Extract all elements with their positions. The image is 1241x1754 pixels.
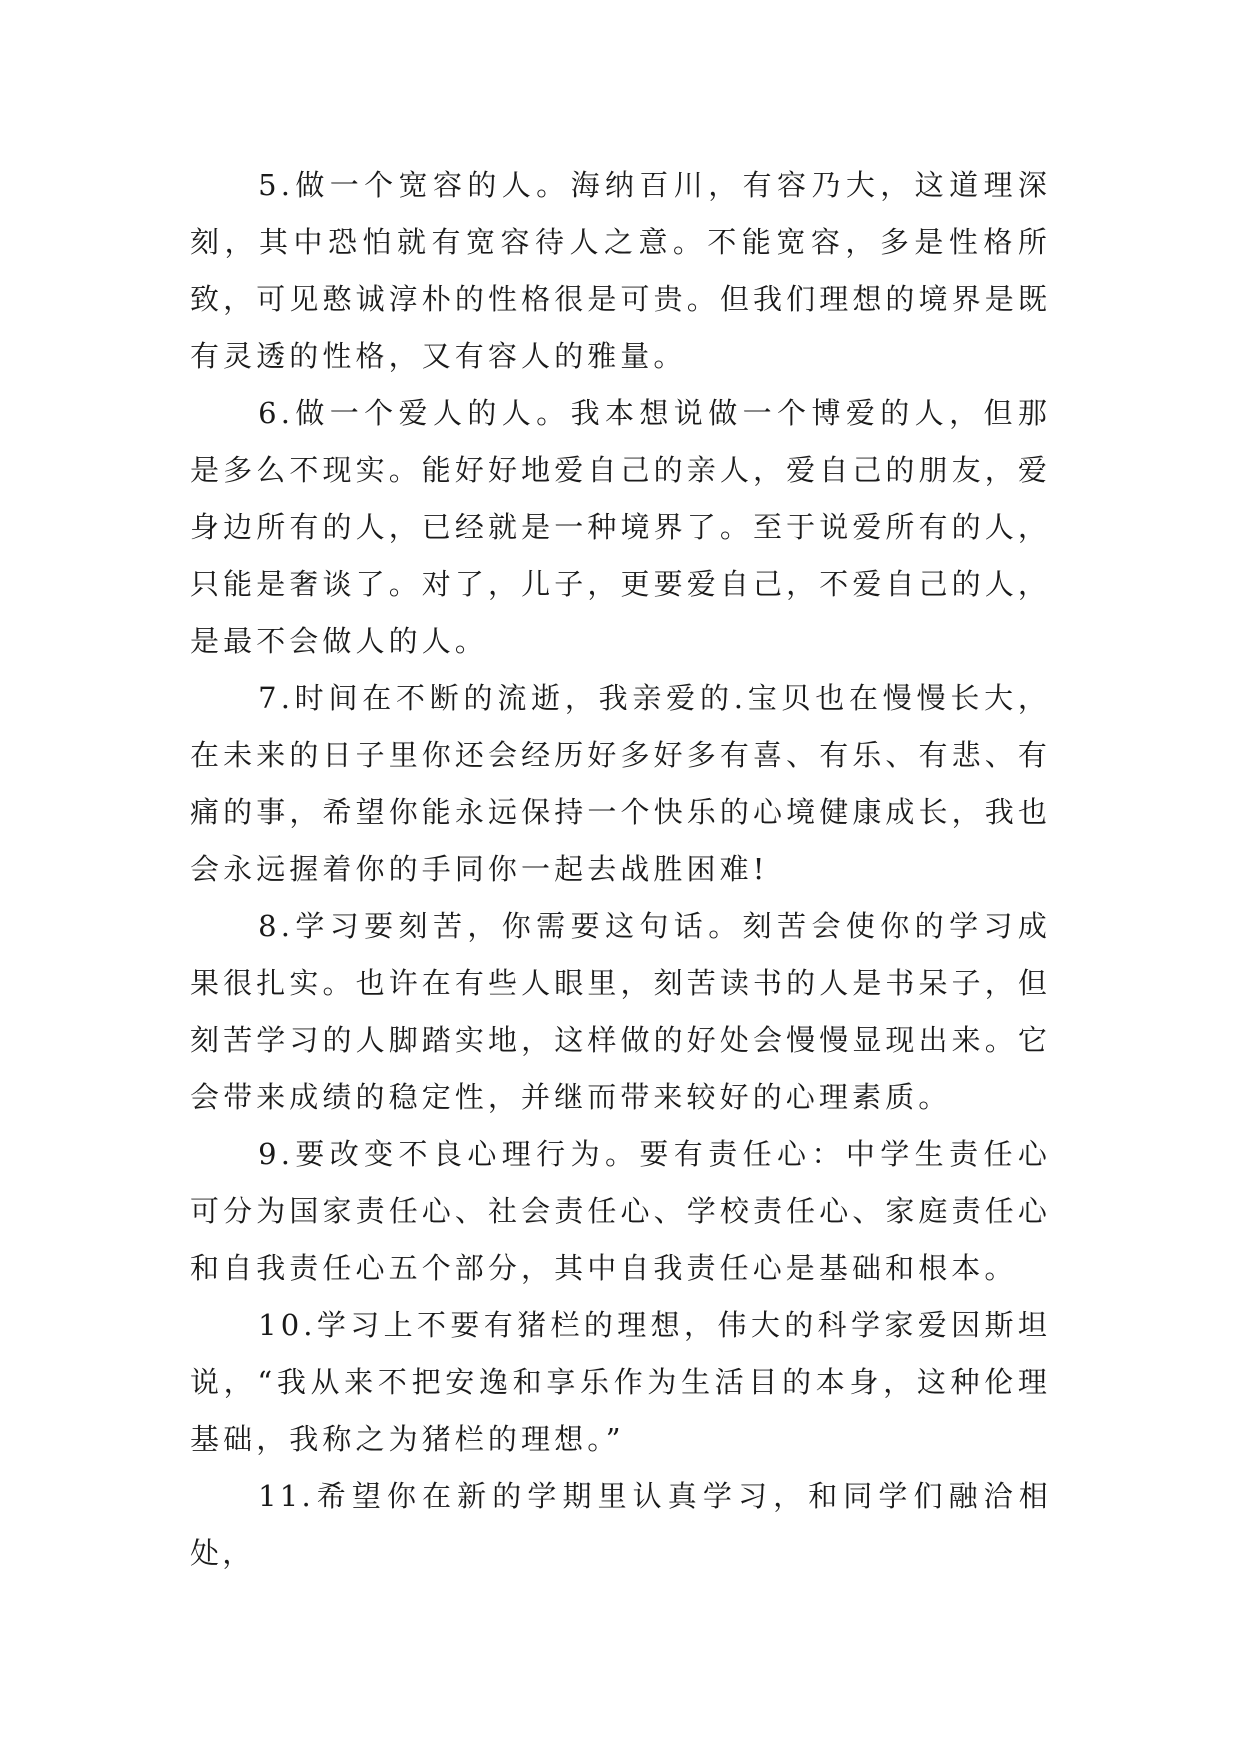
paragraph-7: 7.时间在不断的流逝，我亲爱的.宝贝也在慢慢长大，在未来的日子里你还会经历好多好多有喜、有乐、有悲、有痛的事，希望你能永远保持一个快乐的心境健康成长，我也会永远握着你的手同你一起去战胜困难! bbox=[190, 681, 1051, 886]
document-body bbox=[190, 157, 1051, 1582]
paragraph-8: 8.学习要刻苦，你需要这句话。刻苦会使你的学习成果很扎实。也许在有些人眼里，刻苦读书的人是书呆子，但刻苦学习的人脚踏实地，这样做的好处会慢慢显现出来。它会带来成绩的稳定性，并继而带来较好的心理素质。 bbox=[190, 909, 1051, 1114]
paragraph-5: 5.做一个宽容的人。海纳百川，有容乃大，这道理深刻，其中恐怕就有宽容待人之意。不能宽容，多是性格所致，可见憨诚淳朴的性格很是可贵。但我们理想的境界是既有灵透的性格，又有容人的雅量。 bbox=[190, 168, 1051, 373]
paragraph-9: 9.要改变不良心理行为。要有责任心：中学生责任心可分为国家责任心、社会责任心、学校责任心、家庭责任心和自我责任心五个部分，其中自我责任心是基础和根本。 bbox=[190, 1137, 1051, 1285]
paragraph-11: 11.希望你在新的学期里认真学习，和同学们融洽相处， bbox=[190, 1479, 1051, 1570]
paragraph-10: 10.学习上不要有猪栏的理想，伟大的科学家爱因斯坦说，“我从来不把安逸和享乐作为生活目的本身，这种伦理基础，我称之为猪栏的理想。” bbox=[190, 1308, 1051, 1456]
paragraph-6: 6.做一个爱人的人。我本想说做一个博爱的人，但那是多么不现实。能好好地爱自己的亲人，爱自己的朋友，爱身边所有的人，已经就是一种境界了。至于说爱所有的人，只能是奢谈了。对了，儿子，更要爱自己，不爱自己的人，是最不会做人的人。 bbox=[190, 396, 1051, 658]
